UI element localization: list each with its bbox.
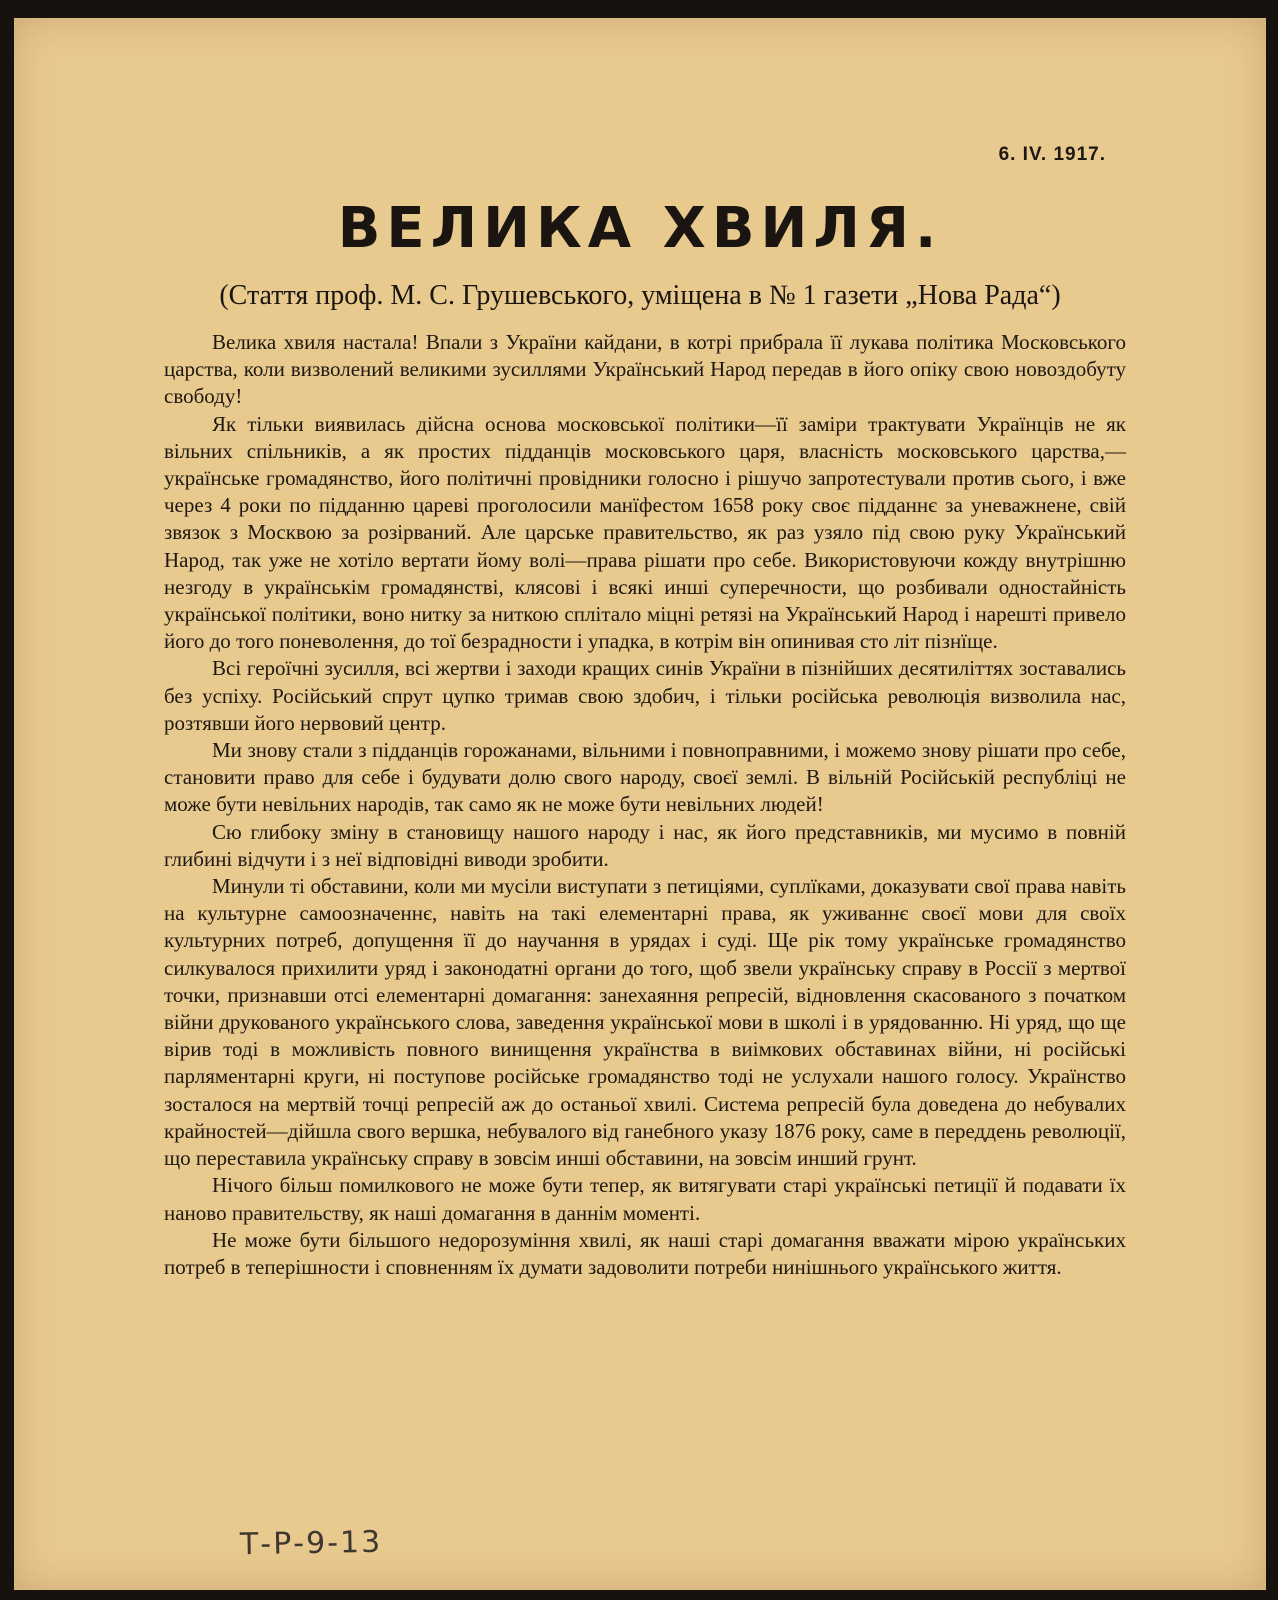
paragraph: Сю глибоку зміну в становищу нашого народу і нас, як його представників, ми мусимо в повній глибині відчути і з неї відповідні виводи зробити.: [164, 819, 1126, 871]
document-subtitle: (Стаття проф. М. С. Грушевського, уміщена в № 1 газети „Нова Рада“): [219, 280, 1061, 311]
paragraph: Велика хвиля настала! Впали з України кайдани, в котрі прибрала її лукава політика Московського царства, коли визволений великими зусиллями Український Народ передав в його опіку свою новоздобуту свободу!: [164, 330, 1126, 409]
document-date: 6. IV. 1917.: [998, 144, 1106, 165]
paragraph: Минули ті обставини, коли ми мусіли виступати з петиціями, суплїками, доказувати свої права навіть на культурне самоозначеннє, навіть на такі елементарні права, як уживаннє своєї мови для своїх культурних потреб, допущення її до научання в урядах і суді. Ще рік тому українське громадянство силкувалося прихилити уряд і законодатні органи до того, щоб звели українську справу в Россії з мертвої точки, признавши отсі елементарні домагання: занехаяння репресій, відновлення скасованого з початком війни друкованого українського слова, заведення української мови в школі і в урядованню. Ні уряд, що ще вірив тоді в можливість повного винищення українства в виімкових обставинах війни, ні російські парляментарні круги, ні поступове російське громадянство тоді не услухали нашого голосу. Українство зосталося на мертвій точці репресій аж до останьої хвилі. Система репресій була доведена до небувалих крайностей—дійшла свого вершка, небувалого від ганебного указу 1876 року, саме в переддень революції, що переставила українську справу в зовсім инші обставини, на зовсім инший грунт.: [164, 874, 1126, 1171]
document-sheet: [14, 18, 1266, 1590]
paragraph: Як тільки виявилась дійсна основа московської політики—її заміри трактувати Українців не як вільних спільників, а як простих підданців московського царя, власність московського царства,—українське громадянство, його політичні провідники голосно і рішучо запротестували против сього, і вже через 4 роки по підданню цареві проголосили манїфестом 1658 року своє підданнє за уневажнене, свій звязок з Москвою за розірваний. Але царське правительство, як раз узяло під свою руку Український Народ, так уже не хотіло вертати йому волі—права рішати про себе. Використовуючи кожду внутрішню незгоду в українськім громадянстві, клясові і всякі инші суперечности, що розбивали одностайність української політики, воно нитку за ниткою сплітало міцні ретязі на Український Народ і нарешті привело його до того поневолення, до тої безрадности і упадка, в котрім він опинивая сто літ пізнїще.: [164, 411, 1126, 654]
paragraph: Всі героїчні зусилля, всі жертви і заходи кращих синів України в пізнійших десятиліттях зоставались без успіху. Російський спрут цупко тримав свою здобич, і тільки російська революція визволила нас, розтявши його нервовий центр.: [164, 656, 1126, 735]
archive-mark: Т-Р-9-13: [239, 1524, 383, 1563]
paragraph: Нічого більш помилкового не може бути тепер, як витягувати старі українські петиції й подавати їх наново правительству, як наші домагання в даннім моменті.: [164, 1173, 1126, 1225]
article-body: [164, 329, 1126, 1281]
document-title: ВЕЛИКА ХВИЛЯ.: [337, 196, 943, 261]
paragraph: Не може бути більшого недорозуміння хвилі, як наші старі домагання вважати мірою українських потреб в теперішности і сповненням їх думати задоволити потреби нинішнього українського життя.: [164, 1227, 1126, 1279]
paragraph: Ми знову стали з підданців горожанами, вільними і повноправними, і можемо знову рішати про себе, становити право для себе і будувати долю свого народу, своєї землі. В вільній Російській республіці не може бути невільних народів, так само як не може бути невільних людей!: [164, 738, 1126, 817]
